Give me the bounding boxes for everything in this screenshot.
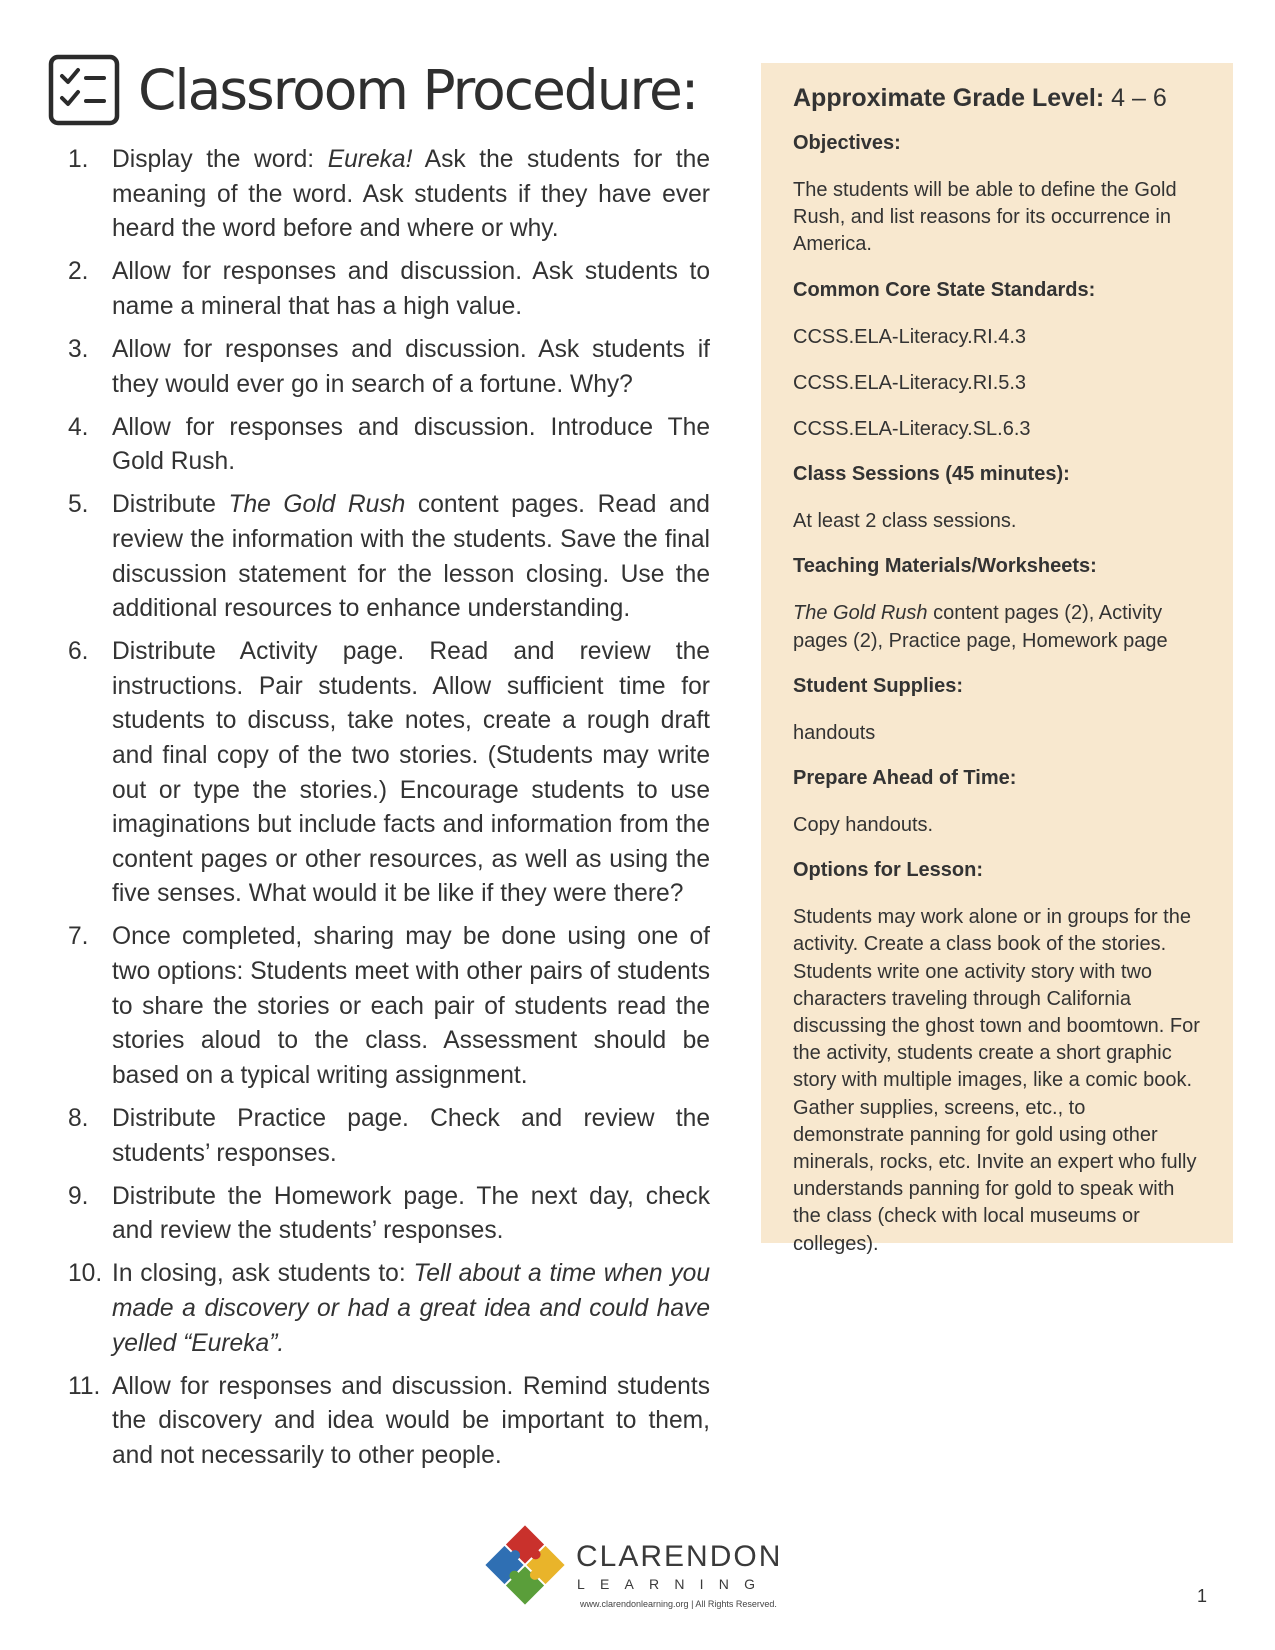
materials-heading: Teaching Materials/Worksheets: (793, 555, 1097, 578)
materials-title: The Gold Rush (793, 602, 928, 625)
procedure-step (68, 1180, 710, 1249)
sessions-text: At least 2 class sessions. (793, 510, 1017, 533)
objectives-text: The students will be able to define the Gold Rush, and list reasons for its occurrence in America. (793, 179, 1177, 256)
supplies-heading: Student Supplies: (793, 674, 963, 697)
step-number: 1. (68, 146, 89, 173)
step-number: 7. (68, 923, 89, 951)
step-text: Once completed, sharing may be done using one of two options: Students meet with other pairs of students to share the stories or each pair of students read the stories aloud to the class. Assessment should be based on a typical writing assignment. (112, 923, 710, 1089)
step-text: Allow for responses and discussion. Introduce The Gold Rush. (112, 413, 710, 476)
objectives-heading: Objectives: (793, 132, 901, 154)
step-number: 6. (68, 638, 89, 666)
grade-level-value: 4 – 6 (1111, 84, 1167, 112)
step-number: 2. (68, 258, 89, 286)
step-text: Distribute Practice page. Check and review the students’ responses. (112, 1104, 710, 1167)
procedure-step (68, 1257, 710, 1361)
procedure-step (68, 1370, 710, 1474)
step-text: Allow for responses and discussion. Remind students the discovery and idea would be important to them, and not necessarily to other people. (112, 1372, 710, 1469)
footer-branding (484, 1524, 804, 1614)
puzzle-logo (484, 1524, 566, 1606)
prepare-text: Copy handouts. (793, 814, 934, 837)
procedure-step (68, 1102, 710, 1171)
procedure-step (68, 333, 710, 402)
step-text: Ask the students for the meaning of the word. Ask students if they have ever heard the word before and where or why. (112, 146, 710, 243)
grade-level-label: Approximate Grade Level: (793, 84, 1105, 112)
step-text: Distribute (112, 491, 229, 519)
step-number: 9. (68, 1182, 89, 1210)
materials-list: content pages (2), Activity pages (2), Practice page, Homework page (793, 602, 1168, 652)
standard-item: CCSS.ELA-Literacy.RI.4.3 (793, 325, 1027, 348)
supplies-text: handouts (793, 721, 876, 744)
step-text: Display the word: (112, 146, 328, 173)
step-number: 5. (68, 491, 89, 519)
step-text: In closing, ask students to: (112, 1260, 414, 1288)
brand-name: CLARENDON (576, 1540, 783, 1573)
procedure-step (68, 411, 710, 480)
step-number: 11. (68, 1372, 101, 1400)
procedure-step (68, 143, 710, 247)
step-number: 3. (68, 335, 89, 363)
step-text-italic: Tell about a time when you made a discovery or had a great idea and could have yelled “Eureka”. (112, 1260, 711, 1357)
step-number: 10. (68, 1260, 103, 1288)
standard-item: CCSS.ELA-Literacy.RI.5.3 (793, 371, 1027, 394)
standard-item: CCSS.ELA-Literacy.SL.6.3 (793, 418, 1031, 441)
step-text: Allow for responses and discussion. Ask students to name a mineral that has a high value. (112, 258, 710, 320)
page-number: 1 (1197, 1586, 1208, 1606)
brand-subtitle: LEARNING (577, 1576, 771, 1592)
prepare-heading: Prepare Ahead of Time: (793, 767, 1017, 790)
step-number: 8. (68, 1104, 89, 1132)
grade-level (793, 84, 1201, 113)
standards-heading: Common Core State Standards: (793, 278, 1096, 301)
page-header (48, 52, 697, 128)
step-text-italic: Eureka! (327, 146, 413, 173)
step-text: Distribute the Homework page. The next day, check and review the students’ responses. (112, 1182, 710, 1245)
step-number: 4. (68, 413, 89, 441)
options-text: Students may work alone or in groups for the activity. Create a class book of the stories. Students write one activity story with two characters traveling through California discussing the ghost town and boomtown. For the activity, students create a short graphic story with multiple images, like a comic book. Gather supplies, screens, etc., to demonstrate panning for gold using other minerals, rocks, etc. Invite an expert who fully understands panning for gold to speak with the class (check with local museums or colleges). (793, 906, 1200, 1255)
procedure-step (68, 635, 710, 912)
lesson-info-sidebar (761, 63, 1233, 1255)
procedure-step (68, 255, 710, 324)
procedure-step (68, 920, 710, 1093)
procedure-step (68, 488, 710, 626)
options-heading: Options for Lesson: (793, 859, 983, 882)
checklist-icon (48, 54, 120, 126)
materials-text (793, 600, 1201, 654)
step-text: Distribute Activity page. Read and review the instructions. Pair students. Allow sufficient time for students to discuss, take notes, create a rough draft and final copy of the two stories. (Students may write out or type the stories.) Encourage students to use imaginations but include facts and information from the content pages or other resources, as well as using the five senses. What would it be like if they were there? (112, 638, 710, 908)
page-title: Classroom Procedure: (138, 58, 698, 122)
copyright-line: www.clarendonlearning.org | All Rights Reserved. (580, 1599, 777, 1609)
step-text: content pages. Read and review the information with the students. Save the final discussion statement for the lesson closing. Use the additional resources to enhance understanding. (112, 491, 710, 623)
sessions-heading: Class Sessions (45 minutes): (793, 463, 1070, 486)
step-text-italic: The Gold Rush (228, 491, 406, 519)
procedure-list (68, 143, 710, 1482)
step-text: Allow for responses and discussion. Ask students if they would ever go in search of a fortune. Why? (112, 335, 710, 398)
